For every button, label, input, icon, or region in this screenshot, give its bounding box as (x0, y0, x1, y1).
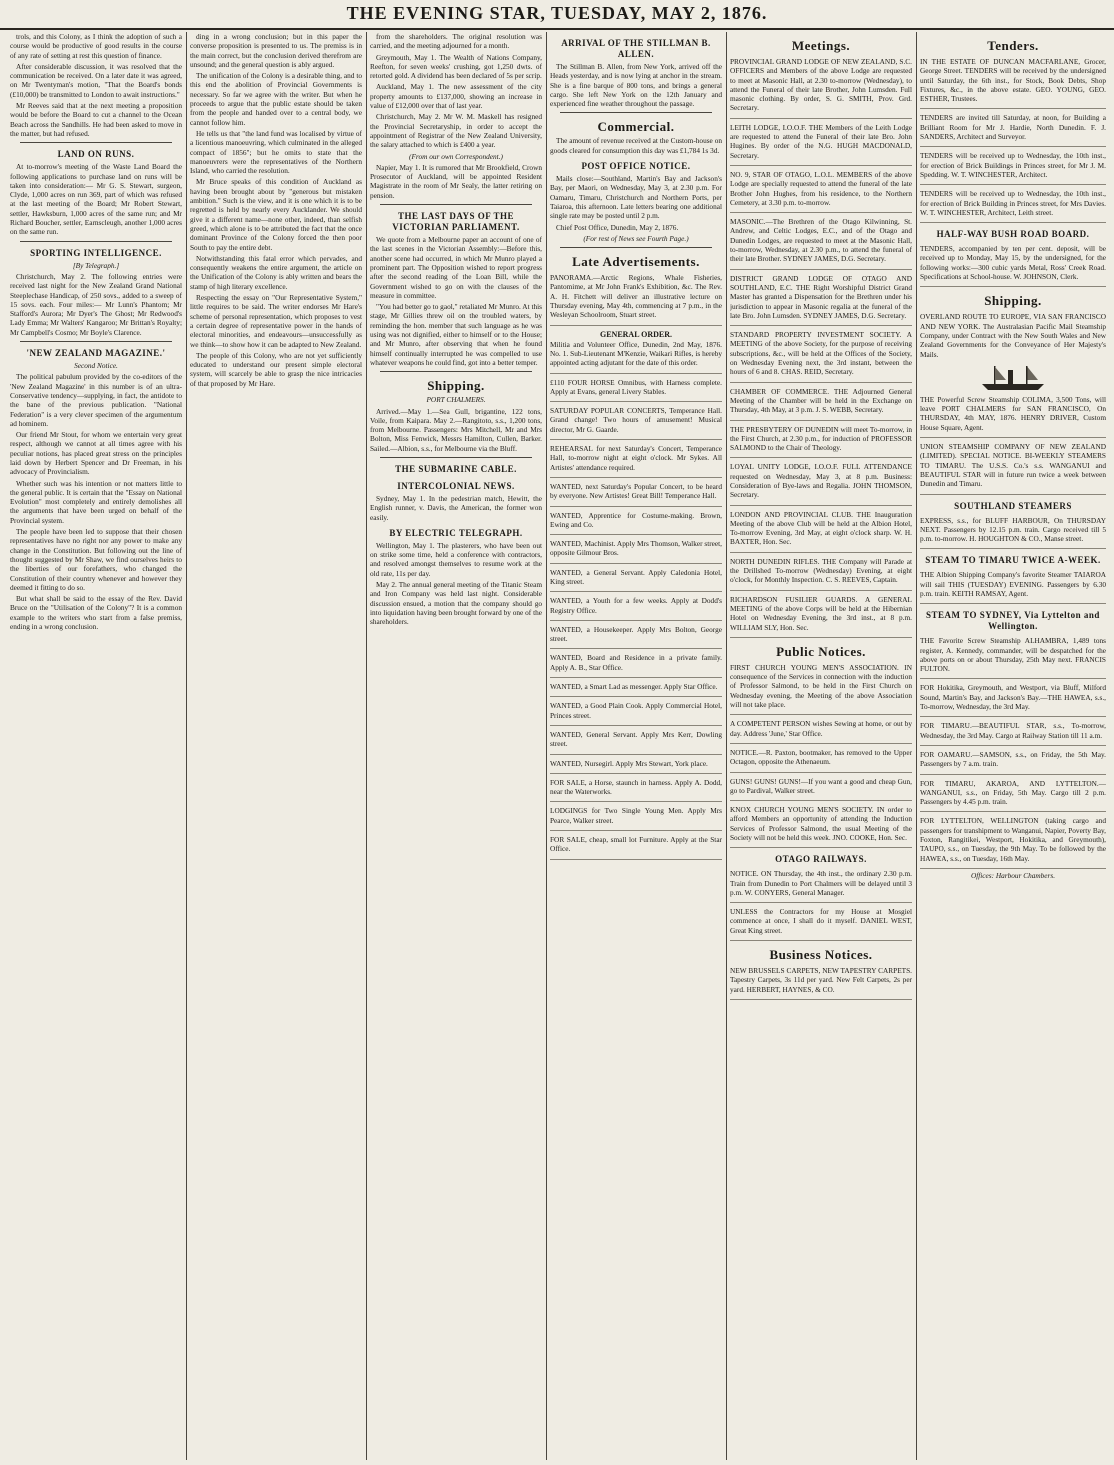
notice-text: DISTRICT GRAND LODGE OF OTAGO AND SOUTHLAND, E.C. THE Right Worshipful District Grand Master has granted a Dispensation for the Brethren under his jurisdiction to appear in Masonic regalia at the funeral of the late Bro. John Lumsden. SYDNEY JAMES, D.G. Secretary. (730, 273, 912, 320)
tender-notice (920, 242, 1106, 287)
notice-text: FOR OAMARU.—SAMSON, s.s., on Friday, the 5th May. Passengers by 7 a.m. train. (920, 749, 1106, 769)
article-subheading: Second Notice. (74, 361, 118, 371)
notice (730, 905, 912, 941)
notice (730, 215, 912, 269)
notice-text: RICHARDSON FUSILIER GUARDS. A GENERAL MEETING of the above Corps will be held at the Hibernian Hotel on Wednesday Evening, the 3rd inst., at 8 p.m. WILLIAM SLY, Hon. Sec. (730, 594, 912, 632)
column-3 (370, 32, 542, 1460)
ad-text: NEW BRUSSELS CARPETS, NEW TAPESTRY CARPETS. Tapestry Carpets, 3s 11d per yard. New Felt Carpets, 2s per yard. HERBERT, HAYNES, & CO. (730, 966, 912, 994)
classified-ad (550, 594, 722, 621)
notice-text: FOR Hokitika, Greymouth, and Westport, via Bluff, Milford Sound, Martin's Bay, and Jackson's Bay.—THE HAWEA, s.s., To-morrow, Wednesday, the 3rd May. (920, 683, 1106, 712)
classified-ad (550, 537, 722, 564)
classified-ad (550, 757, 722, 774)
column-divider (366, 32, 367, 1460)
notice-text: TENDERS will be received up to Wednesday, the 10th inst., for erection of Brick Building in Princes street, for Mrs Davies. W. T. WINCHESTER, Architect, Leith street. (920, 189, 1106, 217)
notice-text: IN THE ESTATE OF DUNCAN MACFARLANE, Grocer, George Street. TENDERS will be received by the undersigned until Saturday, the 6th inst., for Stock, Book Debts, Shop Fixtures, &c., in the above estate. GEO. YOUNG, GEO. ESTHER, Trustees. (920, 57, 1106, 104)
notice (730, 385, 912, 421)
notice-text: NOTICE.—R. Paxton, bootmaker, has removed to the Upper Octagon, opposite the Athenaeum. (730, 747, 912, 767)
article-paragraph: Our friend Mr Stout, for whom we entertain very great respect, although we cannot at all times agree with his peculiar notions, has placed great stress on the principles laid down by Herbert Spencer and Dr Freeman, in his advocacy of Provincialism. (10, 430, 182, 477)
notice (730, 775, 912, 802)
article-paragraph: Christchurch, May 2. The following entries were received last night for the New Zealand Grand National Steeplechase Handicap, of 250 sovs., added to a sweep of 15 sovs. each. Four miles:— Mr Lunn's Phantom; Mr Stafford's Aurora; Mr Dyer's The Ghost; Mr Redwood's Lady Emma; Mr Walters' Kangaroo; Mr Brittan's Royalty; Mr Campbell's Cosmo; Mr Boyle's Clarence. (10, 271, 182, 337)
classified-ad (550, 566, 722, 593)
tender-notice (920, 55, 1106, 109)
article-paragraph: Respecting the essay on "Our Representative System," little requires to be said. The writer endorses Mr Hare's scheme of personal representation, which proposes to vest a certain degree of representative power in the hands of electoral minorities, and endeavours—unsuccessfully as we think—to show how it can be adapted to New Zealand. (190, 293, 362, 349)
article-heading: ARRIVAL OF THE STILLMAN B. ALLEN. (561, 38, 711, 59)
notice (730, 168, 912, 213)
section-heading: Tenders. (987, 38, 1039, 53)
notice (730, 661, 912, 715)
article-paragraph: The people have been led to suppose that their chosen representatives have no right nor any power to make any change in the Constitution. But following out the line of thought suggested by Mr Shaw, we find ourselves heirs to the liberties of our forefathers, who changed the Constitution of their country whenever and however they deemed it fitting to do so. (10, 527, 182, 592)
notice-text: GUNS! GUNS! GUNS!—If you want a good and cheap Gun, go to Pardival, Walker street. (730, 776, 912, 795)
article-heading: THE LAST DAYS OF THE VICTORIAN PARLIAMENT. (392, 211, 520, 233)
news-item: Greymouth, May 1. The Wealth of Nations Company, Reefton, for seven weeks' crushing, got 1,250 dwts. of retorted gold. A dividend has been declared of 5s per scrip. (370, 52, 542, 81)
advertisement (550, 376, 722, 403)
shipping-notice (920, 814, 1106, 868)
classified-ad (550, 728, 722, 755)
column-divider (546, 32, 547, 1460)
article-heading: LAND ON RUNS. (57, 149, 135, 160)
article-paragraph: Whether such was his intention or not matters little to the general public. It is certain that the "Essay on National Evolution" most completely and entirely demolishes all the arguments that have been urged on behalf of the Provincial system. (10, 478, 182, 525)
advertisement (730, 964, 912, 1000)
notice-text: LOYAL UNITY LODGE, I.O.O.F. FULL ATTENDANCE requested on Wednesday, May 3, at 8 p.m. Business: Consideration of Bye-laws and Regalia. JOHN THOMSON, Secretary. (730, 462, 912, 500)
notice (730, 867, 912, 903)
ad-text: Militia and Volunteer Office, Dunedin, 2nd May, 1876. No. 1. Sub-Lieutenant M'Kenzie, Waikari Rifles, is hereby appointed acting adjutant for the date of this order. (550, 339, 722, 368)
notice-text: FOR TIMARU.—BEAUTIFUL STAR, s.s., To-morrow, Wednesday, the 3rd May. Cargo at Railway Station till 11 a.m. (920, 721, 1106, 740)
ad-text: PANORAMA.—Arctic Regions, Whale Fisheries, Pantomime, at Mr John Frank's Exhibition, &c. The Rev. A. H. Fitchett will deliver an illustrative lecture on Thursday evening, May 4th, commencing at 7 p.m., in the Wesleyan Schoolroom, Stuart street. (550, 273, 722, 320)
notice-text: NOTICE. ON Thursday, the 4th inst., the ordinary 2.30 p.m. Train from Dunedin to Port Chalmers will be delayed until 3 p.m. W. CONYERS, General Manager. (730, 869, 912, 897)
section-heading: Late Advertisements. (572, 254, 700, 270)
article-paragraph: The unification of the Colony is a desirable thing, and to this end the abolition of Provincial Governments is necessary. So far we agree with the writer. But when he proceeds to argue that the public estate should be taken from the people and handed over to a central body, we cannot follow him. (190, 71, 362, 127)
article-paragraph: The Stillman B. Allen, from New York, arrived off the Heads yesterday, and is now lying at anchor in the stream. She is a fine barque of 800 tons, and brings a general cargo. She left New York on the 12th January and experienced fine weather throughout the passage. (550, 62, 722, 109)
section-heading: Shipping. (984, 293, 1042, 309)
article-paragraph: "You had better go to gaol," retaliated Mr Munro. At this stage, Mr Gillies threw oil on the troubled waters, by reminding the hon. member that such language as he was using was not dignified, either to himself or to the House; and Mr Munro, after observing that when he found himself continually interrupted he was compelled to use whatever weapons he could find, got into a better temper. (370, 302, 542, 367)
tender-notice (920, 187, 1106, 223)
notice (730, 555, 912, 591)
notice-text: UNION STEAMSHIP COMPANY OF NEW ZEALAND (LIMITED). SPECIAL NOTICE. BI-WEEKLY STEAMERS TO TIMARU. The U.S.S. Co.'s s.s. WANGANUI and BEAUTIFUL STAR will in future run twice a week between Dunedin and Timaru. (920, 442, 1106, 489)
notice-text: FOR TIMARU, AKAROA, AND LYTTELTON.—WANGANUI, s.s., on Friday, 5th May. Cargo till 2 p.m. Passengers by 4.45 p.m. train. (920, 778, 1106, 807)
article-paragraph: Arrived.—May 1.—Sea Gull, brigantine, 122 tons, Voile, from Kaipara. May 2.—Rangitoto, s.s., 1,200 tons, from Melbourne. Passengers: Mrs Mitchell, Mr and Mrs Bolton, Miss Fenwick, Messrs Hamilton, Cullen, Barker. Sailed.—Albion, s.s., for Melbourne via the Bluff. (370, 406, 542, 453)
article-heading: SOUTHLAND STEAMERS (954, 500, 1072, 511)
ad-text: WANTED, a Good Plain Cook. Apply Commercial Hotel, Princes street. (550, 701, 722, 720)
office-address: Offices: Harbour Chambers. (970, 870, 1056, 880)
ad-heading: GENERAL ORDER. (599, 329, 672, 339)
news-item: Napier, May 1. It is rumored that Mr Brookfield, Crown Prosecutor of Auckland, will be appointed Resident Magistrate in the room of Mr Sealy, the latter retiring on pension. (370, 162, 542, 200)
divider (20, 341, 172, 342)
article-subheading: PORT CHALMERS. (426, 395, 486, 405)
article-paragraph: Mr Reeves said that at the next meeting a proposition would be before the Board to cut a channel to the Ocean Beach across the Sandhills. He had been asked to move in the matter, but had refused. (10, 101, 182, 138)
advertisement (550, 271, 722, 325)
article-paragraph: Notwithstanding this fatal error which pervades, and consequently weakens the entire argument, the article on the Unification of the Colony is ably written and bears the stamp of high literary excellence. (190, 253, 362, 291)
news-item: Wellington, May 1. The plasterers, who have been out on strike some time, held a conference with contractors, and resolved amongst themselves to resume work at the old rate, 11s per day. (370, 540, 542, 578)
article-paragraph: trols, and this Colony, as I think the adoption of such a course would be productive of good results in the course of any rate of setting at rest this question of finance. (10, 32, 182, 60)
ad-text: WANTED, Apprentice for Costume-making. Brown, Ewing and Co. (550, 510, 722, 529)
news-item: Sydney, May 1. In the pedestrian match, Hewitt, the English runner, v. Davis, the American, the former won easily. (370, 493, 542, 522)
section-heading: Business Notices. (769, 947, 873, 963)
divider (380, 371, 532, 372)
notice-text: FIRST CHURCH YOUNG MEN'S ASSOCIATION. IN consequence of the Services in connection with the induction of Professor Salmond, to be held in the First Church on Wednesday evening, the Meeting of the above Association will not take place. (730, 662, 912, 710)
notice-text: STANDARD PROPERTY INVESTMENT SOCIETY. A MEETING of the above Society, for the purpose of receiving subscriptions, &c., will be held at the Offices of the Society, on Wednesday Evening next, the 3rd instant, between the hours of 6 and 8. CHAS. REID, Secretary. (730, 330, 912, 377)
article-heading: STEAM TO TIMARU TWICE A-WEEK. (925, 555, 1101, 566)
divider (560, 247, 712, 248)
article-heading: OTAGO RAILWAYS. (775, 854, 867, 865)
article-heading: BY ELECTRIC TELEGRAPH. (389, 527, 523, 538)
notice (730, 593, 912, 638)
notice (730, 803, 912, 848)
classified-ad (550, 833, 722, 860)
divider (560, 112, 712, 113)
article-heading: SPORTING INTELLIGENCE. (30, 247, 162, 258)
notice-text: EXPRESS, s.s., for BLUFF HARBOUR, On THURSDAY NEXT. Passengers by 12.15 p.m. train. Cargo received till 5 p.m. to-morrow. H. HOUGHTON & CO., Manse street. (920, 515, 1106, 544)
article-paragraph: The amount of revenue received at the Custom-house on goods cleared for consumption this day was £1,784 1s 3d. (550, 136, 722, 155)
advertisement (550, 404, 722, 440)
tender-notice (920, 111, 1106, 147)
article-heading: 'NEW ZEALAND MAGAZINE.' (26, 348, 166, 359)
notice-text: OVERLAND ROUTE TO EUROPE, VIA SAN FRANCISCO AND NEW YORK. The Australasian Pacific Mail Steamship Company, under Contract with the New South Wales and New Zealand Governments for the Conveyance of Her Majesty's Mails. (920, 312, 1106, 359)
shipping-notice (920, 440, 1106, 494)
notice (730, 717, 912, 744)
article-paragraph: The political pabulum provided by the co-editors of the 'New Zealand Magazine' in this number is of an ultra-Conservative tendency—supplying, in fact, the antidote to the bane of the previous publication. "National Federation" is a very clever specimen of the argumentum ad hominem. (10, 372, 182, 428)
classified-ad (550, 509, 722, 536)
notice-text: TENDERS, accompanied by ten per cent. deposit, will be received up to Monday, May 15, by the undersigned, for the following works:—300 cubic yards Metal, Ross' Creek Road. Specifications at School-house. W. JOHNSON, Clerk. (920, 244, 1106, 282)
notice-text: THE Powerful Screw Steamship COLIMA, 3,500 Tons, will leave PORT CHALMERS for SAN FRANCISCO, On THURSDAY, 4th MAY, 1876. HENRY DRIVER, Custom House Square, Agent. (920, 394, 1106, 432)
shipping-notice (920, 748, 1106, 775)
classified-ad (550, 651, 722, 678)
column-4 (550, 32, 722, 1460)
ad-text: £110 FOUR HORSE Omnibus, with Harness complete. Apply at Evans, general Livery Stables. (550, 377, 722, 396)
notice-text: UNLESS the Contractors for my House at Mosgiel commence at once, I shall do it myself. DANIEL WEST, Great King street. (730, 907, 912, 935)
notice (730, 55, 912, 119)
notice-text: PROVINCIAL GRAND LODGE OF NEW ZEALAND, S.C. OFFICERS and Members of the above Lodge are requested to meet at Masonic Hall, at 2.30 to-morrow (Wednesday), to attend the Funeral of their late Brother, John Lumsden. Full masonic clothing. By order, S. G. SMITH, Prov. Grd. Secretary. (730, 57, 912, 113)
article-subheading: (From our own Correspondent.) (409, 151, 503, 161)
divider (380, 204, 532, 205)
divider (380, 457, 532, 458)
article-paragraph: At to-morrow's meeting of the Waste Land Board the following applications to purchase land on runs will be taken into consideration:— Mr G. S. Stewart, surgeon, Clyde, 1,000 acres on run 369, part of which was refused at the last meeting of the Board; Mr Robert Stewart, settler, Hawksburn, 1,000 acres of the same run; and Mr Richard Boucher, settler, Earnscleugh, another 1,000 acres on the same run. (10, 162, 182, 237)
classified-ad (550, 699, 722, 726)
article-paragraph: After considerable discussion, it was resolved that the communication be received. On a later date it was agreed, on Mr Twentyman's motion, "That the Board's bonds (£10,000) be transmitted to London to await instructions." (10, 61, 182, 99)
ad-text: WANTED, a Youth for a few weeks. Apply at Dodd's Registry Office. (550, 596, 722, 615)
shipping-notice (920, 514, 1106, 550)
ad-text: WANTED, General Servant. Apply Mrs Kerr, Dowling street. (550, 729, 722, 749)
column-1 (10, 32, 182, 1460)
column-2 (190, 32, 362, 1460)
column-5 (730, 32, 912, 1460)
notice (730, 272, 912, 326)
article-paragraph: ding in a wrong conclusion; but in this paper the converse proposition is presented to us. The premiss is in the main correct, but the conclusion derived therefrom are unsound; and the general question is ably argued. (190, 32, 362, 69)
notice-text: NO. 9, STAR OF OTAGO, L.O.L. MEMBERS of the above Lodge are specially requested to attend the funeral of the late Brother John Hughes, from his residence, to the Northern Cemetery, at 3.30 p.m. to-morrow. (730, 169, 912, 207)
notice-text: THE PRESBYTERY OF DUNEDIN will meet To-morrow, in the First Church, at 2.30 p.m., for induction of PROFESSOR SALMOND to the Chair of Theology. (730, 424, 912, 453)
news-item: Auckland, May 1. The new assessment of the city property amounts to £137,000, showing an increase in value of £12,000 over that of last year. (370, 82, 542, 111)
ad-text: WANTED, next Saturday's Popular Concert, to be heard by everyone. New Artistes! Great Bill! Temperance Hall. (550, 481, 722, 501)
ad-text: WANTED, a General Servant. Apply Caledonia Hotel, King street. (550, 567, 722, 586)
notice (730, 746, 912, 773)
classified-ad (550, 480, 722, 507)
ad-text: FOR SALE, a Horse, staunch in harness. Apply A. Dodd, near the Waterworks. (550, 777, 722, 797)
ad-text: WANTED, a Smart Lad as messenger. Apply Star Office. (550, 682, 718, 692)
section-heading: Meetings. (791, 38, 851, 53)
article-subheading: [By Telegraph.] (72, 260, 120, 270)
notice-text: MASONIC.—The Brethren of the Otago Kilwinning, St. Andrew, and Celtic Lodges, E.C., and of the Otago and Dunedin Lodges, are requested to meet at the Masonic Hall, to-morrow, Wednesday, at 2.30 p.m., to attend the funeral of their late Brother. SYDNEY JAMES, D.G. Secretary. (730, 217, 912, 264)
notice (730, 460, 912, 505)
wanted-ads (550, 480, 722, 774)
article-paragraph: But what shall be said to the essay of the Rev. David Bruce on the "Utilisation of the Colony"? It is a common example to the writers who start from a false premiss, ending in a wrong conclusion. (10, 594, 182, 632)
shipping-notice (920, 568, 1106, 604)
shipping-notice (920, 634, 1106, 679)
divider (20, 241, 172, 242)
ad-text: LODGINGS for Two Single Young Men. Apply Mrs Pearce, Walker street. (550, 806, 722, 825)
article-paragraph: from the shareholders. The original resolution was carried, and the meeting adjourned for a month. (370, 32, 542, 51)
signature: Chief Post Office, Dunedin, May 2, 1876. (556, 222, 679, 232)
ad-text: REHEARSAL for next Saturday's Concert, Temperance Hall, to-morrow night at eight o'clock. Mr Sykes. All Artistes' attendance required. (550, 444, 722, 472)
article-paragraph: Mr Bruce speaks of this condition of Auckland as having been brought about by "generous but mistaken ambition." Such is the view, and it is one which it is to be regretted is held by nearly every Aucklander. We should give it a different name—none other, indeed, than selfish greed, which alone is to be attributed the fact that the once dominant Province of the Colony forced the then poor South to pay the entire debt. (190, 177, 362, 252)
ad-text: WANTED, Machinist. Apply Mrs Thomson, Walker street, opposite Gilmour Bros. (550, 539, 722, 558)
notice-text: LEITH LODGE, I.O.O.F. THE Members of the Leith Lodge are requested to attend the Funeral of their late Bro. John Hugines. By order of the N.G. HUGH MACDONALD, Secretary. (730, 122, 912, 160)
column-divider (916, 32, 917, 1460)
ad-text: FOR SALE, cheap, small lot Furniture. Apply at the Star Office. (550, 835, 722, 854)
section-heading: Public Notices. (776, 643, 866, 659)
article-subheading: (For rest of News see Fourth Page.) (583, 233, 689, 243)
column-divider (186, 32, 187, 1460)
ad-text: WANTED, Board and Residence in a private family. Apply A. B., Star Office. (550, 653, 722, 672)
article-subheading: INTERCOLONIAL NEWS. (397, 480, 515, 491)
steamship-icon (978, 362, 1048, 392)
notice (730, 121, 912, 166)
notice-text: NORTH DUNEDIN RIFLES. THE Company will Parade at the Drillshed To-morrow (Wednesday) Evening, at eight o'clock, for Monthly Inspection. C. S. REEVES, Captain. (730, 556, 912, 585)
notice-text: KNOX CHURCH YOUNG MEN'S SOCIETY. IN order to afford Members an opportunity of attending the Induction Services of Professor Salmond, the usual Meeting of the Society will not be held this week. JNO. COOKE, Hon. Sec. (730, 805, 912, 842)
tender-notice (920, 149, 1106, 185)
article-heading: POST OFFICE NOTICE. (581, 161, 691, 172)
article-heading: HALF-WAY BUSH ROAD BOARD. (936, 229, 1090, 240)
classified-ad (550, 623, 722, 650)
notice-text: THE Favorite Screw Steamship ALHAMBRA, 1,489 tons register, A. Kennedy, commander, will be despatched for the above ports on or about Thursday, 25th May next. FRANCIS FULTON. (920, 636, 1106, 674)
masthead (0, 0, 1114, 30)
article-paragraph: We quote from a Melbourne paper an account of one of the last scenes in the Victorian Assembly:—Before this, another scene had occurred, in which Mr Munro played a prominent part. The Opposition wished to report progress after the second reading of the Loan Bill, while the Government wished to go on with the clauses of the measure in committee. (370, 235, 542, 300)
article-heading: STEAM TO SYDNEY, Via Lyttelton and Wellington. (926, 610, 1100, 632)
ad-text: WANTED, Nursegirl. Apply Mrs Stewart, York place. (550, 758, 708, 768)
section-heading: Shipping. (427, 378, 485, 394)
newspaper-title: THE EVENING STAR, TUESDAY, MAY 2, 1876. (346, 3, 768, 23)
article-paragraph: The people of this Colony, who are not yet sufficiently educated to understand our present simple electoral system, will scarcely be able to grasp the nice intricacies of that proposed by Mr Hare. (190, 350, 362, 388)
advertisement (550, 442, 722, 478)
classified-ad (550, 680, 722, 697)
shipping-notice (920, 777, 1106, 813)
advertisement (550, 328, 722, 374)
column-6-tenders-shipping-auctions (920, 32, 1106, 1460)
shipping-notice (920, 719, 1106, 746)
notice-text: LONDON AND PROVINCIAL CLUB. THE Inauguration Meeting of the above Club will be held at the Albion Hotel, To-morrow Evening, 3rd May, at eight o'clock sharp. W. H. BAXTER, Hon. Sec. (730, 509, 912, 547)
shipping-notice (920, 310, 1106, 438)
classified-ad (550, 776, 722, 803)
ad-text: WANTED, a Housekeeper. Apply Mrs Bolton, George street. (550, 624, 722, 644)
article-heading: THE SUBMARINE CABLE. (395, 463, 517, 474)
divider (20, 142, 172, 143)
article-paragraph: Mails close:—Southland, Martin's Bay and Jackson's Bay, per Maori, on Wednesday, May 3, at 2.30 p.m. For Oamaru, Timaru, Christchurch and Northern Ports, per Taiaroa, this afternoon. Late letters bearing one additional single rate may be posted until 2 p.m. (550, 174, 722, 221)
notice-text: TENDERS will be received up to Wednesday, the 10th inst., for erection of Brick Buildings in Princes street, for Mr J. M. Spedding. W. T. WINCHESTER, Architect. (920, 151, 1106, 179)
notice-text: TENDERS are invited till Saturday, at noon, for Building a Brilliant Room for Mr J. Hardie, North Dunedin. F. J. SANDERS, Architect and Surveyor. (920, 113, 1106, 142)
news-item: May 2. The annual general meeting of the Titanic Steam and Iron Company was held last night. Considerable discussion ensued, a motion that the company should go into liquidation having been brought forward by one of the shareholders. (370, 580, 542, 627)
classified-ad (550, 804, 722, 831)
notice (730, 328, 912, 382)
notice-text: THE Albion Shipping Company's favorite Steamer TAIAROA will sail THIS (TUESDAY) EVENING. Passengers by 6.30 p.m. train. KEITH RAMSAY, Agent. (920, 570, 1106, 598)
notice (730, 508, 912, 553)
column-divider (726, 32, 727, 1460)
notice (730, 423, 912, 459)
notice-text: A COMPETENT PERSON wishes Sewing at home, or out by day. Address 'June,' Star Office. (730, 719, 912, 738)
shipping-notice (920, 681, 1106, 717)
ad-text: SATURDAY POPULAR CONCERTS, Temperance Hall. Grand change! Two hours of amusement! Musical director, Mr G. Gaarde. (550, 406, 722, 434)
section-heading: Commercial. (597, 119, 675, 135)
news-item: Christchurch, May 2. Mr W. M. Maskell has resigned the Provincial Secretaryship, in order to accept the appointment of Registrar of the New Zealand University, the salary attached to which is £400 a year. (370, 112, 542, 150)
notice-text: CHAMBER OF COMMERCE. THE Adjourned General Meeting of the Chamber will be held in the Exchange on Thursday, 4th May, at 3 p.m. J. S. WEBB, Secretary. (730, 386, 912, 415)
notice-text: FOR LYTTELTON, WELLINGTON (taking cargo and passengers for transhipment to Wanganui, Napier, Poverty Bay, Foxton, Rangitikei, Westport, Hokitika, and Greymouth), TAUPO, s.s., on Tuesday, the 9th May. To be followed by the HAWEA, s.s., on Tuesday, 16th May. (920, 816, 1106, 863)
article-paragraph: He tells us that "the land fund was localised by virtue of a licentious manoeuvring, which culminated in the alleged compact of 1856"; but he omits to state that the manoeuvrers were the representatives of the Northern Island, who carried the resolution. (190, 128, 362, 176)
